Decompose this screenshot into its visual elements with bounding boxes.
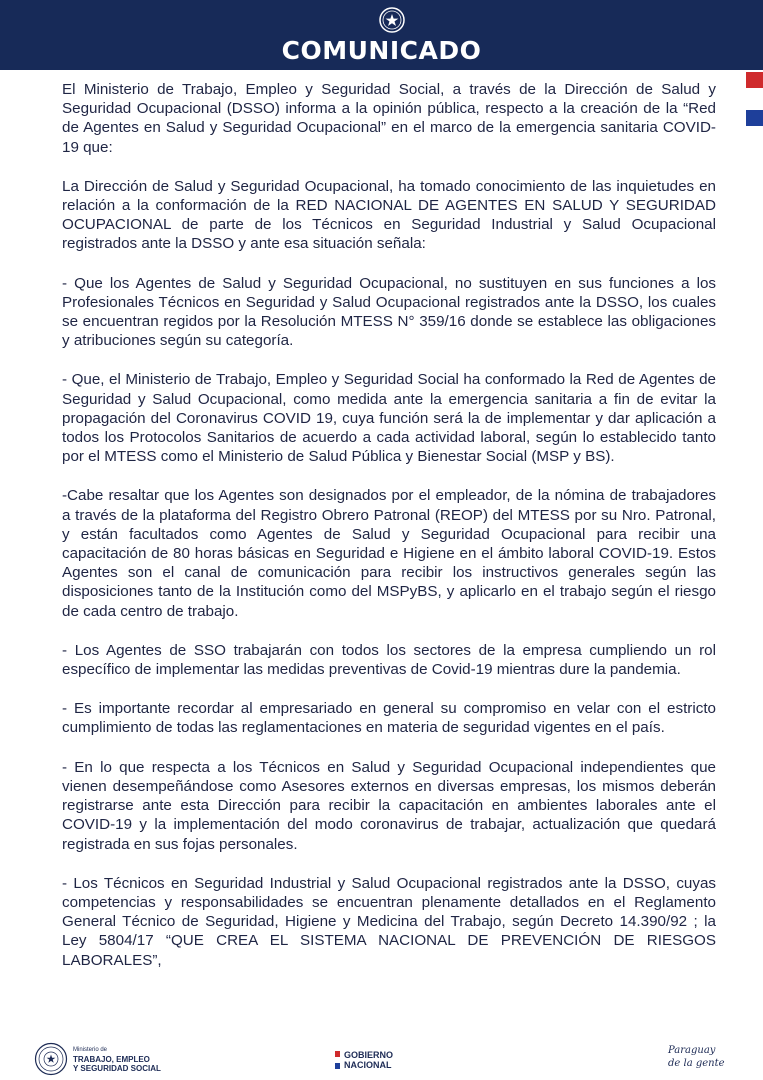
paragraph: - Que, el Ministerio de Trabajo, Empleo y Seguridad Social ha conformado la Red de Agentes de Seguridad y Salud Ocupacional, como medida ante la emergencia sanitaria a fin de evitar la propagación del Coronavirus COVID 19, cuya función será la de implementar y dar aplicación a todos los Protocolos Sanitarios de acuerdo a cada actividad laboral, según lo establecido tanto por el MTESS como el Ministerio de Salud Pública y Bienestar Social (MSP y BS). bbox=[62, 371, 716, 466]
paragraph: - Los Agentes de SSO trabajarán con todos los sectores de la empresa cumpliendo un rol específico de implementar las medidas preventivas de Covid-19 mientras dure la pandemia. bbox=[62, 641, 716, 679]
paragraph: - Que los Agentes de Salud y Seguridad Ocupacional, no sustituyen en sus funciones a los Profesionales Técnicos en Seguridad y Salud Ocupacional registrados ante la DSSO, los cuales se encuentran regidos por la Resolución MTESS N° 359/16 donde se establece las obligaciones y atribuciones según su categoría. bbox=[62, 274, 716, 350]
government-line1: GOBIERNO bbox=[344, 1050, 394, 1060]
paragraph: - Los Técnicos en Seguridad Industrial y Salud Ocupacional registrados ante la DSSO, cuyas competencias y responsabilidades se encuentran plenamente detallados en el Reglamento General Técnico de Seguridad, Higiene y Medicina del Trabajo, según Decreto 14.390/92 ; la Ley 5804/17 “QUE CREA EL SISTEMA NACIONAL DE PREVENCIÓN DE RIESGOS LABORALES”, bbox=[62, 874, 716, 969]
paragraph: - Es importante recordar al empresariado en general su compromiso en velar con el estricto cumplimiento de todas las reglamentaciones en materia de seguridad vigentes en el país. bbox=[62, 700, 716, 737]
blue-accent-bar bbox=[746, 110, 763, 126]
statement-body bbox=[62, 80, 716, 990]
footer bbox=[0, 1030, 763, 1080]
slogan bbox=[668, 1044, 725, 1070]
slogan-line1: Paraguay bbox=[668, 1045, 716, 1056]
paragraph: -Cabe resaltar que los Agentes son designados por el empleador, de la nómina de trabajadores a través de la plataforma del Registro Obrero Patronal (REOP) del MTESS por su Nro. Patronal, y están facultados como Agentes de Salud y Seguridad Ocupacional para recibir una capacitación de 80 horas básicas en Seguridad e Higiene en el ámbito laboral COVID-19. Estos Agentes son el canal de comunicación para recibir los instructivos generales según las disposiciones tanto de la Institución como del MSPyBS, y aplicarlo en el trabajo según el riesgo de cada centro de trabajo. bbox=[62, 487, 716, 620]
ministry-name-line1: TRABAJO, EMPLEO bbox=[73, 1055, 150, 1064]
paragraph-intro: El Ministerio de Trabajo, Empleo y Seguridad Social, a través de la Dirección de Salud y Seguridad Ocupacional (DSSO) informa a la opinión pública, respecto a la creación de la “Red de Agentes en Salud y Seguridad Ocupacional” en el marco de la emergencia sanitaria COVID-19 que: bbox=[62, 81, 716, 156]
page-title: COMUNICADO bbox=[281, 36, 482, 65]
paragraph: La Dirección de Salud y Seguridad Ocupacional, ha tomado conocimiento de las inquietudes en relación a la conformación de la RED NACIONAL DE AGENTES EN SALUD Y SEGURIDAD OCUPACIONAL de parte de los Técnicos en Seguridad Industrial y Salud Ocupacional registrados ante la DSSO y ante esa situación señala: bbox=[62, 177, 716, 253]
red-accent-bar bbox=[746, 72, 763, 88]
paragraph: - En lo que respecta a los Técnicos en Salud y Seguridad Ocupacional independientes que vienen desempeñándose como Asesores externos en diversas empresas, los mismos deberán registrarse ante esta Dirección para recibir la capacitación en ambientes laborales ante el COVID-19 y la implementación del modo coronavirus de trabajar, actualización que quedará registrada en sus fojas personales. bbox=[62, 758, 716, 853]
ministry-small-label: Ministerio de bbox=[73, 1047, 108, 1053]
ministry-logo-text bbox=[73, 1046, 161, 1073]
ministry-name-line2: Y SEGURIDAD SOCIAL bbox=[73, 1064, 161, 1073]
government-logo bbox=[344, 1050, 393, 1070]
star-emblem-icon bbox=[378, 6, 406, 34]
ministry-seal-icon bbox=[34, 1042, 68, 1076]
header-banner bbox=[0, 0, 763, 70]
slogan-line2: de la gente bbox=[668, 1058, 725, 1069]
flag-icon bbox=[335, 1051, 340, 1069]
government-line2: NACIONAL bbox=[344, 1060, 392, 1070]
